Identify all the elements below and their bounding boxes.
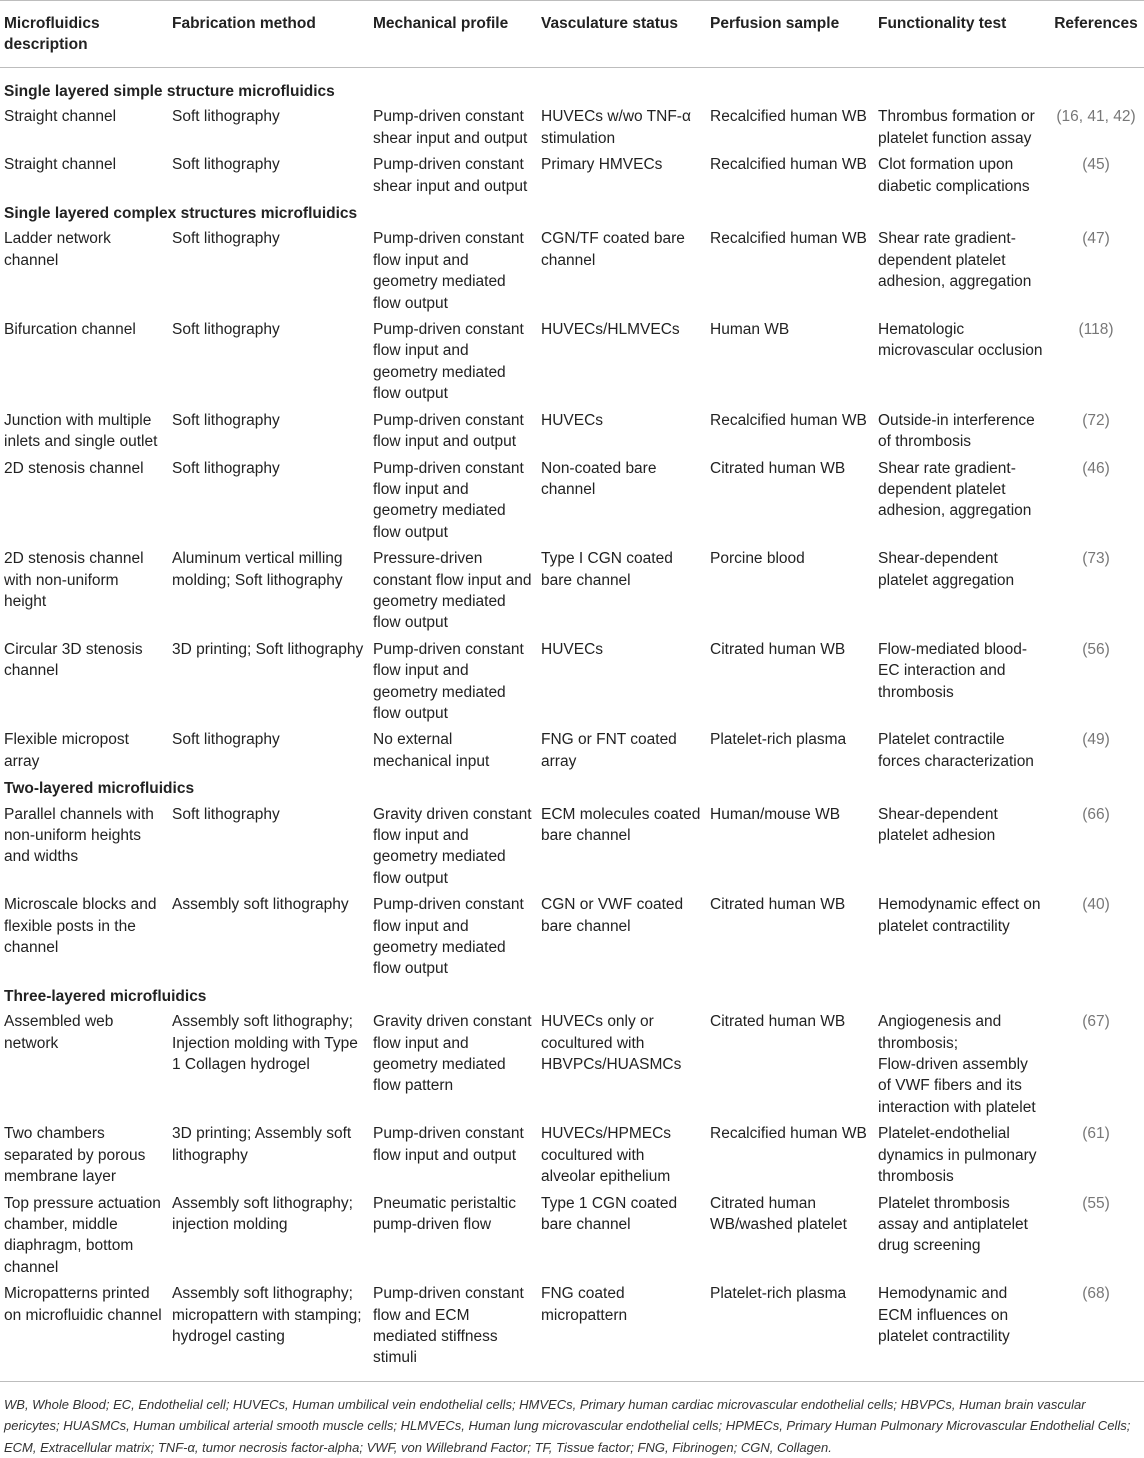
section-header-row: [0, 200, 1144, 226]
cell-functionality: Platelet thrombosis assay and antiplatelet drug screening: [878, 1194, 1028, 1255]
cell-vasculature: HUVECs: [541, 640, 604, 658]
column-header-references: References: [1048, 1, 1144, 68]
table-row: [0, 104, 1144, 152]
cell-perfusion: Citrated human WB/washed platelet: [710, 1194, 847, 1233]
cell-references: (45): [1082, 156, 1110, 174]
cell-references: (66): [1082, 805, 1110, 823]
cell-references: (16, 41, 42): [1056, 108, 1136, 126]
cell-vasculature: Type 1 CGN coated bare channel: [541, 1194, 678, 1233]
table-row: [0, 802, 1144, 893]
cell-description: Parallel channels with non-uniform heights and widths: [4, 805, 154, 866]
cell-perfusion: Citrated human WB: [710, 640, 846, 658]
cell-vasculature: HUVECs only or cocultured with HBVPCs/HUASMCs: [541, 1013, 682, 1074]
cell-mechanical: Pump-driven constant shear input and output: [373, 108, 528, 147]
cell-functionality: Angiogenesis and thrombosis; Flow-driven assembly of VWF fibers and its interaction with platelet: [878, 1013, 1036, 1116]
cell-vasculature: CGN/TF coated bare channel: [541, 230, 685, 269]
section-title: Three-layered microfluidics: [4, 987, 207, 1005]
section-header-row: [0, 68, 1144, 105]
header-row: [0, 1, 1144, 68]
cell-perfusion: Human WB: [710, 321, 790, 339]
table-row: [0, 456, 1144, 547]
cell-perfusion: Citrated human WB: [710, 459, 846, 477]
cell-references: (118): [1078, 321, 1114, 339]
cell-perfusion: Platelet-rich plasma: [710, 1285, 847, 1303]
cell-description: Straight channel: [4, 108, 117, 126]
cell-functionality: Platelet-endothelial dynamics in pulmonary thrombosis: [878, 1125, 1037, 1186]
cell-vasculature: HUVECs/HLMVECs: [541, 321, 680, 339]
cell-references: (47): [1082, 230, 1110, 248]
cell-description: Top pressure actuation chamber, middle diaphragm, bottom channel: [4, 1194, 161, 1276]
cell-fabrication: Assembly soft lithography; Injection molding with Type 1 Collagen hydrogel: [172, 1013, 358, 1074]
cell-references: (56): [1082, 640, 1110, 658]
table-row: [0, 152, 1144, 200]
cell-functionality: Clot formation upon diabetic complications: [878, 156, 1030, 195]
cell-references: (40): [1082, 896, 1110, 914]
cell-mechanical: Pump-driven constant flow input and geometry mediated flow output: [373, 896, 524, 978]
table-header: [0, 1, 1144, 68]
table-row: [0, 892, 1144, 983]
cell-references: (49): [1082, 731, 1110, 749]
cell-perfusion: Citrated human WB: [710, 896, 846, 914]
cell-description: Circular 3D stenosis channel: [4, 640, 143, 680]
cell-perfusion: Recalcified human WB: [710, 411, 867, 429]
column-header-mechanical: Mechanical profile: [369, 1, 537, 68]
cell-mechanical: Pneumatic peristaltic pump-driven flow: [373, 1194, 517, 1233]
cell-description: Straight channel: [4, 156, 117, 174]
cell-vasculature: ECM molecules coated bare channel: [541, 805, 701, 844]
cell-functionality: Flow-mediated blood-EC interaction and thrombosis: [878, 640, 1028, 701]
cell-perfusion: Human/mouse WB: [710, 805, 841, 823]
cell-vasculature: CGN or VWF coated bare channel: [541, 896, 684, 935]
column-header-description: Microfluidics description: [0, 1, 168, 68]
table-footnote: WB, Whole Blood; EC, Endothelial cell; HUVECs, Human umbilical vein endothelial cells; HMVECs, Primary human cardiac microvascular endothelial cells; HBVPCs, Human brain vascular pericytes; HUASMCs, Human umbilical arterial smooth muscle cells; HLMVECs, Human lung microvascular endothelial cells; HPMECs, Primary Human Pulmonary Microvascular Endothelial Cells; ECM, Extracellular matrix; TNF-α, tumor necrosis factor-alpha; VWF, von Willebrand Factor; TF, Tissue factor; FNG, Fibrinogen; CGN, Collagen.: [0, 1381, 1144, 1458]
cell-fabrication: Soft lithography: [172, 411, 280, 429]
cell-functionality: Platelet contractile forces characterization: [878, 731, 1034, 770]
cell-description: Microscale blocks and flexible posts in the channel: [4, 896, 157, 957]
cell-fabrication: 3D printing; Assembly soft lithography: [172, 1125, 352, 1164]
cell-fabrication: Soft lithography: [172, 459, 280, 477]
cell-vasculature: Primary HMVECs: [541, 156, 663, 174]
table-row: [0, 546, 1144, 637]
cell-mechanical: Pump-driven constant shear input and output: [373, 156, 528, 195]
cell-functionality: Shear rate gradient-dependent platelet adhesion, aggregation: [878, 230, 1032, 291]
cell-references: (55): [1082, 1194, 1110, 1212]
cell-mechanical: Pump-driven constant flow input and geometry mediated flow output: [373, 321, 524, 403]
cell-mechanical: Pump-driven constant flow input and geometry mediated flow output: [373, 640, 524, 722]
cell-vasculature: HUVECs w/wo TNF-α stimulation: [541, 108, 691, 147]
table-row: [0, 1191, 1144, 1282]
cell-perfusion: Porcine blood: [710, 550, 805, 568]
cell-vasculature: HUVECs/HPMECs cocultured with alveolar epithelium: [541, 1125, 672, 1186]
cell-perfusion: Platelet-rich plasma: [710, 731, 847, 749]
cell-references: (68): [1082, 1285, 1110, 1303]
cell-mechanical: Gravity driven constant flow input and geometry mediated flow pattern: [373, 1013, 532, 1095]
cell-fabrication: Assembly soft lithography; micropattern with stamping; hydrogel casting: [172, 1285, 362, 1345]
table-row: [0, 408, 1144, 456]
cell-vasculature: Non-coated bare channel: [541, 459, 657, 498]
cell-fabrication: Soft lithography: [172, 108, 280, 126]
cell-references: (61): [1082, 1125, 1110, 1143]
table-row: [0, 226, 1144, 317]
cell-description: Ladder network channel: [4, 230, 111, 269]
cell-functionality: Shear-dependent platelet aggregation: [878, 550, 1015, 589]
column-header-functionality: Functionality test: [874, 1, 1048, 68]
cell-description: 2D stenosis channel: [4, 459, 144, 477]
cell-functionality: Shear-dependent platelet adhesion: [878, 805, 998, 844]
cell-description: Bifurcation channel: [4, 321, 136, 339]
section-title: Single layered complex structures microfluidics: [4, 205, 358, 223]
cell-perfusion: Recalcified human WB: [710, 108, 867, 126]
cell-mechanical: Pump-driven constant flow and ECM mediated stiffness stimuli: [373, 1285, 524, 1367]
column-header-perfusion: Perfusion sample: [706, 1, 874, 68]
cell-fabrication: Soft lithography: [172, 156, 280, 174]
table-row: [0, 637, 1144, 728]
cell-fabrication: Assembly soft lithography; injection molding: [172, 1194, 353, 1233]
cell-mechanical: Pump-driven constant flow input and output: [373, 411, 524, 451]
table-body: [0, 68, 1144, 1372]
section-header-row: [0, 983, 1144, 1009]
cell-fabrication: Soft lithography: [172, 805, 280, 823]
cell-description: 2D stenosis channel with non-uniform height: [4, 550, 144, 610]
cell-mechanical: Gravity driven constant flow input and geometry mediated flow output: [373, 805, 532, 887]
cell-references: (67): [1082, 1013, 1110, 1031]
cell-fabrication: Soft lithography: [172, 731, 280, 749]
column-header-fabrication: Fabrication method: [168, 1, 369, 68]
table-row: [0, 727, 1144, 775]
cell-mechanical: Pump-driven constant flow input and geometry mediated flow output: [373, 230, 524, 312]
cell-functionality: Hemodynamic and ECM influences on platelet contractility: [878, 1285, 1010, 1345]
table-row: [0, 1121, 1144, 1190]
table-row: [0, 317, 1144, 408]
cell-vasculature: HUVECs: [541, 411, 604, 429]
section-title: Two-layered microfluidics: [4, 780, 195, 798]
cell-mechanical: Pressure-driven constant flow input and geometry mediated flow output: [373, 550, 532, 632]
cell-fabrication: Aluminum vertical milling molding; Soft lithography: [172, 550, 343, 589]
section-title: Single layered simple structure microfluidics: [4, 83, 335, 100]
cell-perfusion: Recalcified human WB: [710, 1125, 867, 1143]
table-row: [0, 1281, 1144, 1372]
cell-functionality: Shear rate gradient-dependent platelet adhesion, aggregation: [878, 459, 1032, 520]
cell-functionality: Hemodynamic effect on platelet contractility: [878, 896, 1041, 935]
cell-mechanical: No external mechanical input: [373, 731, 490, 770]
cell-fabrication: Soft lithography: [172, 321, 280, 339]
cell-fabrication: 3D printing; Soft lithography: [172, 640, 364, 658]
cell-references: (72): [1082, 411, 1110, 429]
cell-references: (73): [1082, 550, 1110, 568]
cell-fabrication: Assembly soft lithography: [172, 896, 349, 914]
cell-fabrication: Soft lithography: [172, 230, 280, 248]
cell-functionality: Thrombus formation or platelet function assay: [878, 108, 1035, 147]
cell-references: (46): [1082, 459, 1110, 477]
cell-description: Two chambers separated by porous membrane layer: [4, 1125, 146, 1186]
cell-mechanical: Pump-driven constant flow input and geometry mediated flow output: [373, 459, 524, 541]
cell-description: Junction with multiple inlets and single outlet: [4, 411, 158, 451]
cell-perfusion: Recalcified human WB: [710, 230, 867, 248]
cell-functionality: Hematologic microvascular occlusion: [878, 321, 1043, 360]
cell-vasculature: FNG coated micropattern: [541, 1285, 628, 1324]
cell-mechanical: Pump-driven constant flow input and output: [373, 1125, 524, 1164]
cell-functionality: Outside-in interference of thrombosis: [878, 411, 1035, 451]
cell-perfusion: Citrated human WB: [710, 1013, 846, 1031]
section-header-row: [0, 775, 1144, 801]
cell-description: Flexible micropost array: [4, 731, 129, 770]
cell-vasculature: Type I CGN coated bare channel: [541, 550, 673, 589]
cell-description: Assembled web network: [4, 1013, 114, 1052]
table-row: [0, 1009, 1144, 1121]
cell-vasculature: FNG or FNT coated array: [541, 731, 677, 770]
cell-description: Micropatterns printed on microfluidic channel: [4, 1285, 162, 1324]
cell-perfusion: Recalcified human WB: [710, 156, 867, 174]
column-header-vasculature: Vasculature status: [537, 1, 706, 68]
